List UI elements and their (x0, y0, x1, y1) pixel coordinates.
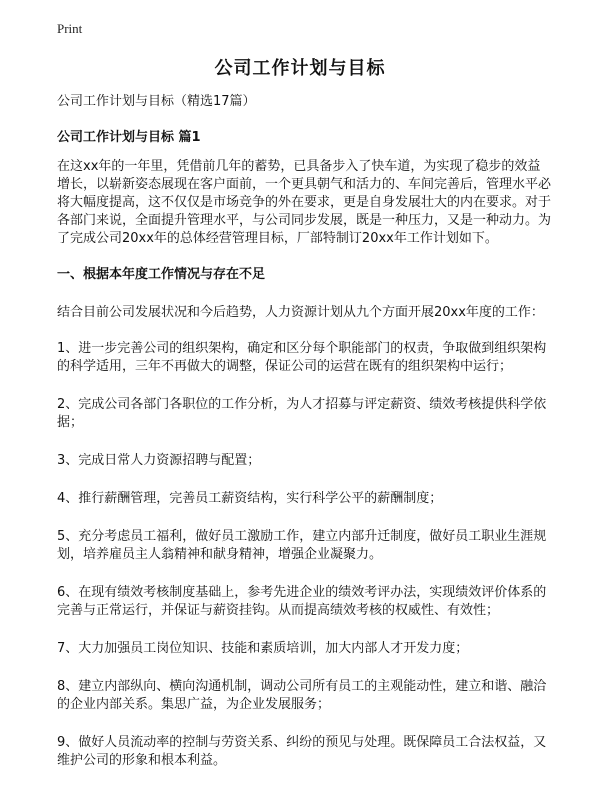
list-item: 9、做好人员流动率的控制与劳资关系、纠纷的预见与处理。既保障员工合法权益，又维护公司的形象和根本利益。 (57, 735, 547, 768)
document-body (57, 93, 553, 790)
list-item: 6、在现有绩效考核制度基础上，参考先进企业的绩效考评办法，实现绩效评价体系的完善与正常运行，并保证与薪资挂钩。从而提高绩效考核的权威性、有效性； (57, 585, 547, 618)
section-title: 公司工作计划与目标 篇1 (57, 130, 201, 145)
section-heading: 一、根据本年度工作情况与存在不足 (57, 267, 266, 282)
intro-paragraph: 在这xx年的一年里，凭借前几年的蓄势，已具备步入了快车道，为实现了稳步的效益增长，以崭新姿态展现在客户面前，一个更具朝气和活力的、车间完善后，管理水平必将大幅度提高，这不仅仅是市场竞争的外在要求，更是自身发展壮大的内在要求。对于各部门来说，全面提升管理水平，与公司同步发展，既是一种压力，又是一种动力。为了完成公司20xx年的总体经营管理目标，厂部特制订20xx年工作计划如下。 (57, 159, 552, 246)
print-link[interactable]: Print (57, 21, 83, 36)
list-item: 4、推行薪酬管理，完善员工薪资结构，实行科学公平的薪酬制度； (57, 491, 443, 506)
list-item: 5、充分考虑员工福利，做好员工激励工作，建立内部升迁制度，做好员工职业生涯规划，培养雇员主人翁精神和献身精神，增强企业凝聚力。 (57, 529, 547, 562)
lead-paragraph: 结合目前公司发展状况和今后趋势，人力资源计划从九个方面开展20xx年度的工作： (57, 305, 544, 320)
list-item: 3、完成日常人力资源招聘与配置； (57, 453, 261, 468)
list-item: 1、进一步完善公司的组织架构，确定和区分每个职能部门的权责，争取做到组织架构的科学适用，三年不再做大的调整，保证公司的运营在既有的组织架构中运行； (57, 341, 547, 374)
list-item: 8、建立内部纵向、横向沟通机制，调动公司所有员工的主观能动性，建立和谐、融洽的企业内部关系。集思广益，为企业发展服务； (57, 679, 547, 712)
page-title: 公司工作计划与目标 (214, 58, 386, 79)
document-subtitle: 公司工作计划与目标（精选17篇） (57, 94, 256, 109)
list-item: 2、完成公司各部门各职位的工作分析，为人才招募与评定薪资、绩效考核提供科学依据； (57, 397, 547, 430)
list-item: 7、大力加强员工岗位知识、技能和素质培训，加大内部人才开发力度； (57, 641, 469, 656)
